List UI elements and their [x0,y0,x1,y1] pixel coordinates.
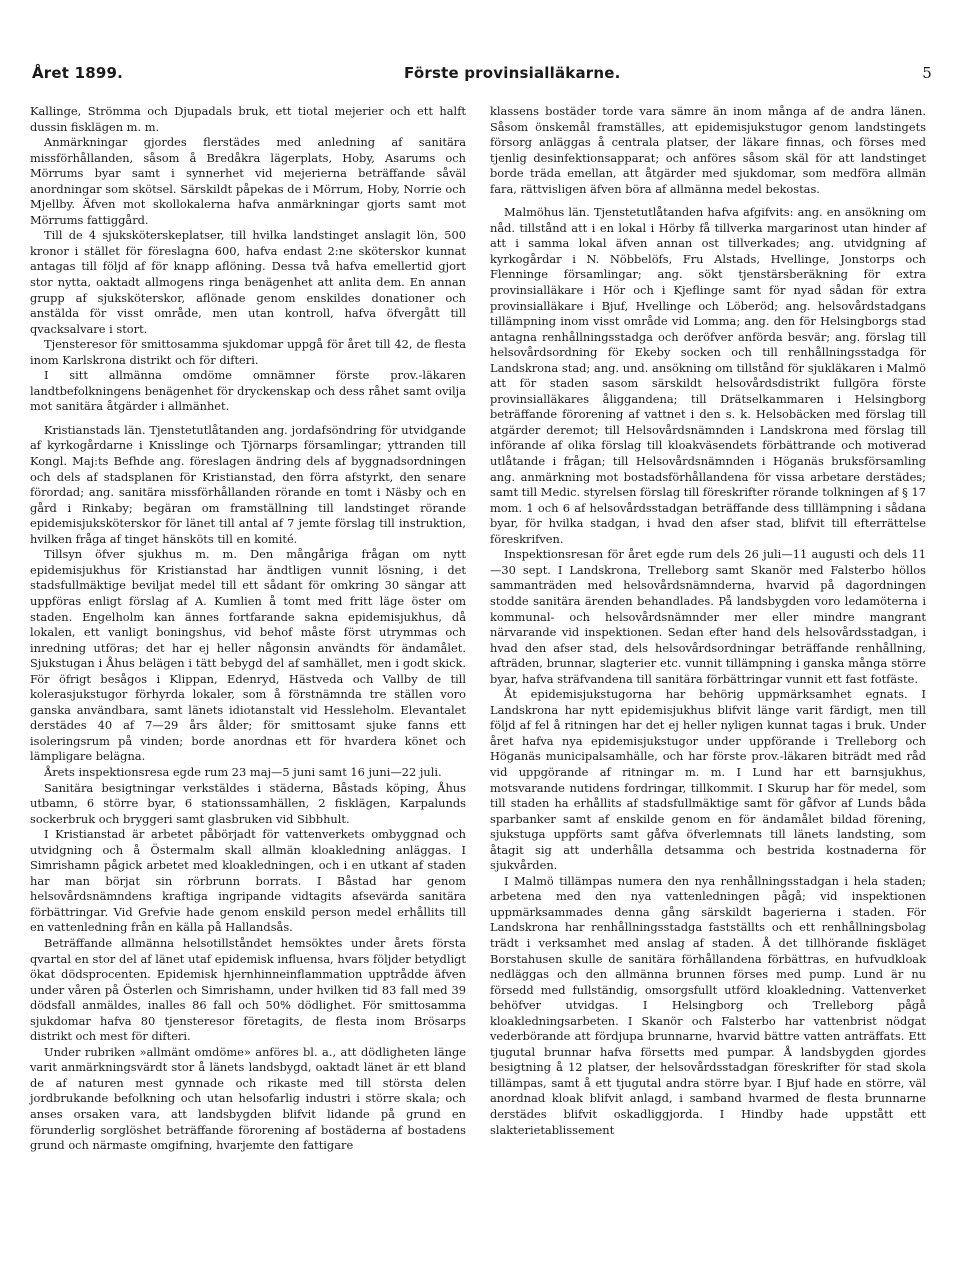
paragraph: Till de 4 sjuksköterskeplatser, till hvilka landstinget anslagit lön, 500 kronor i stället för föreslagna 600, hafva endast 2:ne sköterskor kunnat antagas till följd af för knapp aflöning. Dessa två hafva emellertid gjort stor nytta, oaktadt allmogens ringa benägenhet att anlita dem. En annan grupp af sjuksköterskor, aflönade genom enskildes donationer och anstälda för visst område, men utan kontroll, hafva öfvergått till qvacksalvare i stort. [30,228,466,336]
paragraph: Årets inspektionsresa egde rum 23 maj—5 juni samt 16 juni—22 juli. [44,764,442,779]
paragraph: I Malmö tillämpas numera den nya renhållningsstadgan i hela staden; arbetena med den nya vattenledningen pågå; vid inspektionen uppmärksammades denna gång särskildt bagerierna i staden. För Landskrona har renhållningsstadga fastställts och ett renhållningsbolag trädt i verksamhet med anslag af staden. Å det tillhörande fiskläget Borstahusen skulle de sanitära förhållandena förbättras, en hufvudkloak nedläggas och den allmänna brunnen förses med pump. Lund är nu försedd med fullständig, omsorgsfullt utförd kloakledning. Vattenverket behöfver utvidgas. I Helsingborg och Trelleborg pågå kloakledningsarbeten. I Skanör och Falsterbo har vattenbrist nödgat vederbörande att fördjupa brunnarne, hvarvid bättre vatten anträffats. Ett tjugutal brunnar hafva försetts med pumpar. Å landsbygden gjordes besigtning å 12 platser, der helsovårdsstadgan föreskrifter för stad skola tillämpas, samt å ett tjugutal andra större byar. I Bjuf hade en större, väl anordnad kloak blifvit anlagd, i samband hvarmed de flesta brunnarne derstädes blifvit oskadliggjorda. I Hindby hade uppstått ett slakterietablissement [490,873,926,1137]
paragraph: I Kristianstad är arbetet påbörjadt för vattenverkets ombyggnad och utvidgning och å Östermalm skall allmän kloakledning anläggas. I Simrishamn pågick arbetet med kloakledningen, och i en utkant af staden har man börjat sin rörbrunn borrats. I Båstad har genom helsovårdsnämndens kraftiga ingripande vidtagits afsevärda sanitära förbättringar. Vid Grefvie hade genom enskild person medel erhållits till en vattenledning från en källa på Hallandsås. [30,827,466,935]
paragraph: Anmärkningar gjordes flerstädes med anledning af sanitära missförhållanden, såsom å Bredåkra lägerplats, Hoby, Asarums och Mörrums byar samt i synnerhet vid mejerierna beträffande såväl anordningar som skötsel. Särskildt påpekas de i Mörrum, Hoby, Norrie och Mjellby. Äfven mot skollokalerna hafva anmärkningar gjorts samt mot Mörrums fattiggård. [30,135,466,227]
paragraph: Sanitära besigtningar verkstäldes i städerna, Båstads köping, Åhus utbamn, 6 större byar, 6 stationssamhällen, 2 fisklägen, Karpalunds sockerbruk och bryggeri samt glasbruken vid Sibbhult. [30,780,466,826]
page-header [32,64,932,86]
running-head-title: Förste provinsialläkarne. [404,64,621,82]
section-paragraph: Kristianstads län. Tjenstetutlåtanden ang. jordafsöndring för utvidgande af kyrkogårdarne i Knisslinge och Tjörnarps församlingar; yttranden till Kongl. Maj:ts Befhde ang. föreslagen ändring dels af byggnadsordningen och dels af stadsplanen för Kristianstad, den förra afstyrkt, den senare förordad; ang. sanitära missförhållanden rörande en tomt i Näsby och en gård i Rinkaby; begäran om framställning till landstinget rörande epidemisjuksköterskor för länet till antal af 7 jemte förslag till instruktion, hvilken fråga af tinget hänsköts till en komité. [30,422,466,546]
paragraph: Kallinge, Strömma och Djupadals bruk, ett tiotal mejerier och ett halft dussin fisklägen m. m. [30,104,466,134]
page-number: 5 [922,64,932,82]
right-column [490,104,926,1138]
paragraph: klassens bostäder torde vara sämre än inom många af de andra länen. Såsom önskemål framställes, att epidemisjukstugor genom landstingets försorg anläggas å centrala platser, der läkare finnas, och förses med tjenlig desinfektionsapparat; och anföres såsom skäl för att landstinget borde träda emellan, att åtgärder med sjukdomar, som medföra allmän fara, rättvisligen äfven böra af allmänna medel bekostas. [490,104,926,196]
paragraph: Beträffande allmänna helsotillståndet hemsöktes under årets första qvartal en stor del af länet utaf epidemisk influensa, hvars följder betydligt ökat dödsprocenten. Epidemisk hjernhinneinflammation upptrådde äfven under våren på Österlen och Simrishamn, under hvilken tid 83 fall med 39 dödsfall anmäldes, inalles 86 fall och 50% dödlighet. För smittosamma sjukdomar hafva 80 tjensteresor företagits, de flesta inom Brösarps distrikt och mest för difteri. [30,935,466,1044]
left-column [30,104,466,1154]
paragraph: Åt epidemisjukstugorna har behörig uppmärksamhet egnats. I Landskrona har nytt epidemisjukhus blifvit länge varit färdigt, men till följd af fel å ritningen har det ej heller nyligen kunnat tagas i bruk. Under året hafva nya epidemisjukstugor under uppförande i Trelleborg och Höganäs municipalsamhälle, och har förste prov.-läkaren biträdt med råd vid uppgörande af ritningar m. m. I Lund har ett barnsjukhus, motsvarande nutidens fordringar, tillkommit. I Skurup har för medel, som till staden ha erhållits af stadsfullmäktige samt för gåfvor af Lunds båda sparbanker samt af enskilde genom en för ändamålet bildad förening, sjukstuga uppförts samt gåfva öfverlemnats till länets landsting, som åtagit sig att underhålla detsamma och bestrida kostnaderna för sjukvården. [490,687,926,873]
running-head-year: Året 1899. [32,64,124,82]
paragraph: Tjensteresor för smittosamma sjukdomar uppgå för året till 42, de flesta inom Karlskrona distrikt och för difteri. [30,337,466,367]
paragraph: Tillsyn öfver sjukhus m. m. Den mångåriga frågan om nytt epidemisjukhus för Kristianstad har ändtligen vunnit lösning, i det stadsfullmäktige beviljat medel till ett sådant för omkring 30 sängar att uppföras enligt förslag af A. Kumlien å tomt med fritt läge öster om staden. Engelholm kan ännes fortfarande sakna epidemisjukhus, då lokalen, ett vanligt boningshus, vid behof måste först utrymmas och inredning utföras; det har ej heller någonsin användts för ändamålet. Sjukstugan i Åhus belägen i tätt bebygd del af samhället, men i godt skick. För öfrigt besågos i Klippan, Edenryd, Hästveda och Vallby de till kolerasjukstugor förhyrda lokaler, som å förstnämnda tre ställen voro ganska användbara, samt länets idiotanstalt vid Hessleholm. Elevantalet derstädes 40 af 7—29 års ålder; för smittosamt sjuke fanns ett isoleringsrum på vinden; borde anordnas ett för hvardera könet och lämpligare belägna. [30,547,466,764]
section-paragraph: Malmöhus län. Tjenstetutlåtanden hafva afgifvits: ang. en ansökning om nåd. tillstånd att i en lokal i Hörby få tillverka margarinost utan hinder af att i samma lokal äfven annan ost tillverkades; ang. utvidgning af kyrkogårdar i N. Nöbbelöfs, Fru Alstads, Hvellinge, Jonstorps och Flenninge församlingar; ang. sökt tjenstärsberäkning för extra provinsialläkare i Hör och i Kjeflinge samt för nyad sådan för extra provinsialläkare i Bjuf, Hvellinge och Löberöd; ang. helsovårdstadgans tillämpning inom visst område vid Lomma; ang. den för Helsingborgs stad antagna renhållningsstadga och deröfver anförda besvär; ang. förslag till helsovårdsordning för Ekeby socken och till renhållningsstadga för Landskrona stad; ang. und. ansökning om tillstånd för sjukläkaren i Malmö att för staden sasom särskildt helsovårdsdistrikt fullgöra förste provinsialläkares åliggandena; till Drätselkammaren i Helsingborg beträffande förorening af vattnet i den s. k. Helsobäcken med förslag till atgärder deremot; till Helsovårdsnämnden i Landskrona med förslag till införande af olika förslag till kloakväsendets förbättrande och motiverad utlåtande i frågan; till Helsovårdsnämnden i Höganäs bruksförsamling ang. anmärkning mot bostadsförhållandena för vissa arbetare derstädes; samt till Medic. styrelsen förslag till föreskrifter rörande tolkningen af § 17 mom. 1 och 6 af helsovårdsstadgan beträffande dess tilllämpning i sådana byar, för hvilka stadgan, i hvad den afser stad, blifvit till efterrättelse föreskrifven. [490,205,926,546]
paragraph: Inspektionsresan för året egde rum dels 26 juli—11 augusti och dels 11—30 sept. I Landskrona, Trelleborg samt Skanör med Falsterbo höllos sammanträden med helsovårdsnämnderna, hvarvid på dagordningen stodde sanitära ärenden behandlades. På landsbygden voro ledamöterna i kommunal- och helsovårdsnämnder mer eller mindre mangrant närvarande vid inspektionen. Sedan efter hand dels helsovårdsstadgan, i hvad den afser stad, dels helsovårdsordningar beträffande renhållning, afträden, brunnar, slagterier etc. vunnit tillämpning i ganska många större byar, hafva sträfvandena till sanitära förbättringar vunnit ett fast fotfäste. [490,547,926,686]
paragraph: Under rubriken »allmänt omdöme» anföres bl. a., att dödligheten länge varit anmärkningsvärdt stor å länets landsbygd, oaktadt länet är ett bland de af naturen mest gynnade och rikaste med till största delen jordbrukande befolkning och utan helsofarlig industri i större skala; och anses orsaken vara, att landsbygden blifvit lidande på grund en förunderlig sorglöshet beträffande förorening af bostäderna af bostadens grund och närmaste omgifning, hvarjemte den fattigare [30,1044,466,1153]
paragraph: I sitt allmänna omdöme omnämner förste prov.-läkaren landtbefolkningens benägenhet för dryckenskap och dess råhet samt ovilja mot sanitära åtgärder i allmänhet. [30,368,466,414]
